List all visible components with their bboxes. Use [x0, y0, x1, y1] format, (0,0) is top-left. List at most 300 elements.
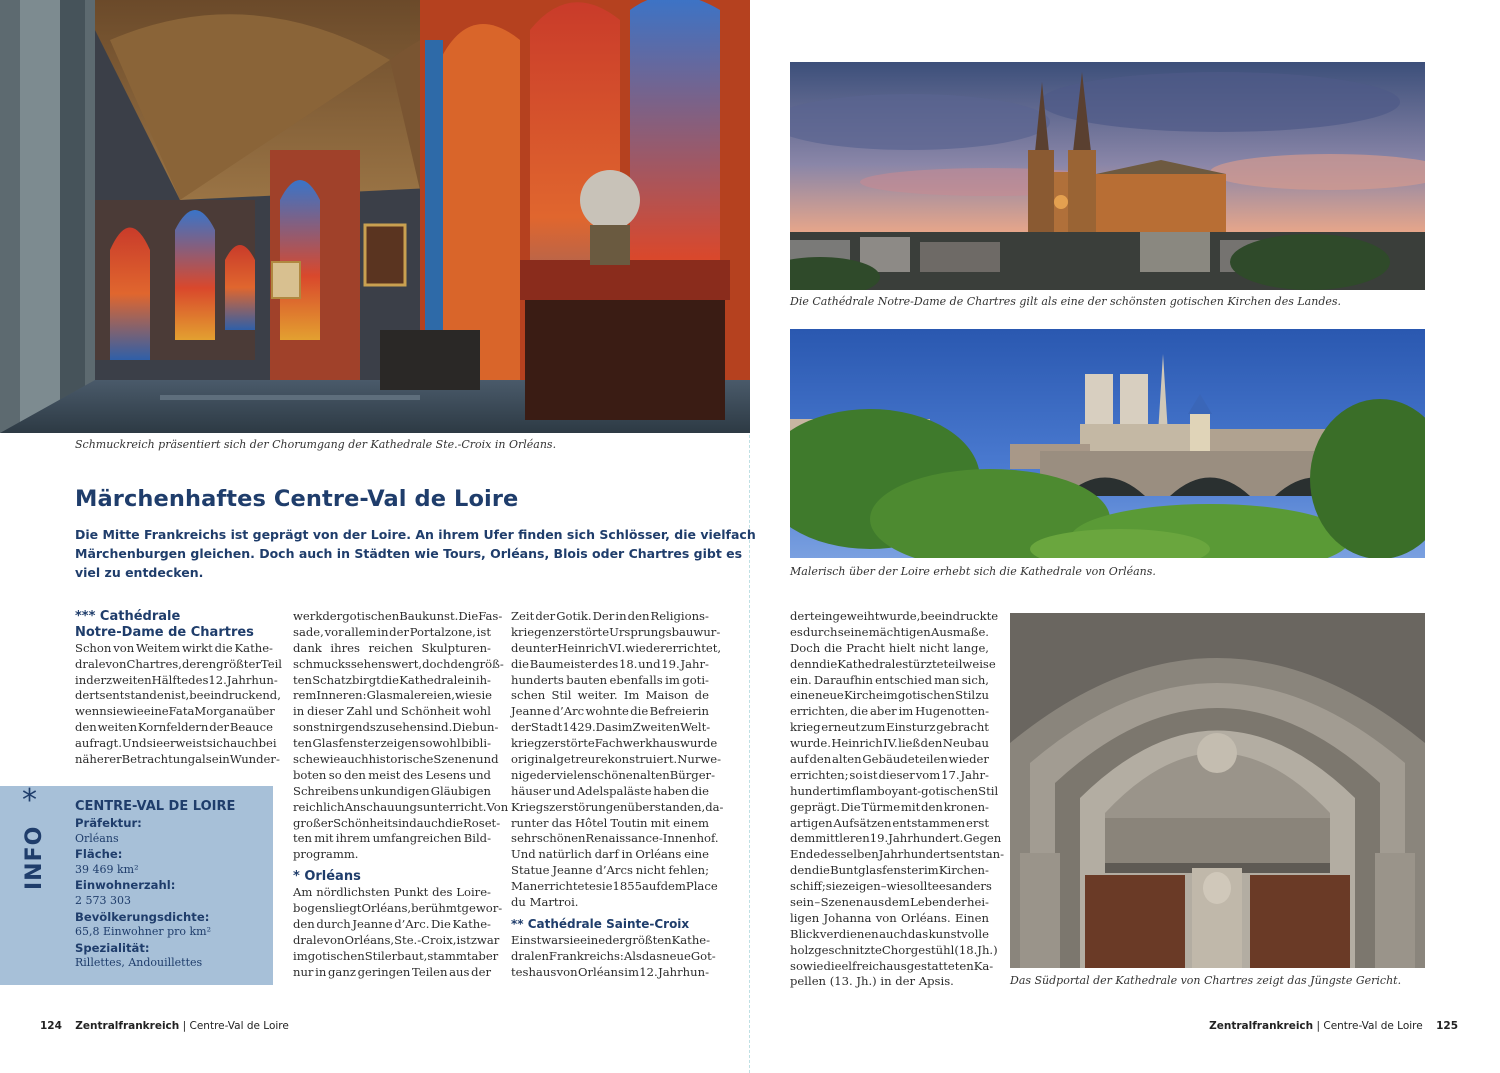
- text-word: von: [875, 910, 897, 925]
- text-word: Einen: [954, 910, 989, 925]
- text-word: Ste.-Croix,: [394, 932, 457, 947]
- text-column-4: [790, 609, 1005, 990]
- text-word: weiter.: [577, 688, 618, 703]
- text-line: [293, 656, 504, 673]
- text-word: originalgetreu: [511, 752, 596, 767]
- text-line: [293, 932, 500, 949]
- text-word: dem: [660, 879, 686, 894]
- text-word: bogens: [293, 901, 336, 916]
- text-word: die: [819, 656, 838, 671]
- text-word: den: [920, 736, 943, 751]
- text-word: mit: [314, 831, 334, 846]
- text-word: Maison: [645, 688, 689, 703]
- text-word: aufragt.: [75, 736, 122, 751]
- text-word: den: [921, 799, 943, 814]
- text-word: größter: [216, 656, 261, 671]
- text-word: sie: [475, 688, 493, 703]
- text-line: [790, 704, 989, 720]
- text-word: es: [790, 624, 803, 639]
- text-word: den: [627, 609, 650, 623]
- text-word: fehlen;: [668, 863, 709, 878]
- heading-chartres-1: *** Cathédrale: [75, 609, 181, 624]
- text-word: zu: [975, 688, 989, 703]
- text-word: allem: [344, 624, 377, 639]
- text-word: (18.: [954, 942, 978, 957]
- text-word: Roset-: [463, 815, 501, 830]
- text-word: Pracht: [846, 640, 885, 655]
- text-word: von: [105, 656, 127, 671]
- footer-right: [1209, 1020, 1458, 1032]
- text-line: [790, 656, 996, 673]
- text-line: [790, 847, 1005, 863]
- text-word: in: [293, 704, 305, 719]
- text-word: einem: [673, 815, 709, 830]
- text-word: Der: [592, 609, 615, 623]
- text-word: entstan-: [956, 847, 1005, 862]
- text-word: sie: [595, 879, 613, 894]
- footer-region-left: Centre-Val de Loire: [189, 1020, 289, 1032]
- text-line: [790, 927, 989, 943]
- text-line: [75, 720, 273, 736]
- text-word: so: [849, 767, 863, 782]
- text-word: 17.: [941, 767, 960, 782]
- asterisk-icon: *: [22, 783, 37, 818]
- text-word: doch: [422, 656, 451, 671]
- text-line: [511, 767, 716, 784]
- text-line: [511, 673, 709, 689]
- text-word: auch: [340, 752, 369, 767]
- text-word: der: [605, 932, 625, 947]
- text-word: sein: [790, 895, 814, 910]
- text-word: den: [75, 720, 97, 735]
- text-word: Orléans: [577, 964, 624, 979]
- text-word: erst: [965, 815, 989, 830]
- info-label: Einwohnerzahl:: [75, 878, 176, 893]
- text-word: Orléans,: [344, 932, 395, 947]
- text-word: bauten: [566, 672, 608, 687]
- text-word: den: [344, 767, 366, 782]
- text-word: Portalzone,: [409, 624, 476, 639]
- text-word: Bürger-: [669, 767, 716, 782]
- text-word: Welt-: [680, 720, 711, 735]
- text-line: [293, 901, 503, 917]
- text-word: vor: [324, 624, 344, 639]
- text-word: Neubau: [942, 736, 989, 751]
- text-word: auf: [790, 752, 809, 767]
- text-word: im: [665, 672, 680, 687]
- text-line: [75, 641, 273, 657]
- text-word: meist: [368, 767, 401, 782]
- text-word: über: [247, 704, 275, 719]
- text-word: VI.: [608, 640, 626, 655]
- text-word: IV.: [883, 736, 898, 751]
- text-word: dem: [790, 831, 816, 846]
- text-word: ist,: [171, 688, 190, 703]
- text-word: Von: [486, 799, 509, 814]
- text-word: 18.: [618, 656, 638, 671]
- text-word: aber: [471, 948, 499, 963]
- text-word: Lesens: [425, 767, 467, 782]
- text-word: de: [694, 688, 709, 703]
- text-line: [293, 831, 491, 847]
- photo-orleans-cathedral: [790, 329, 1425, 558]
- text-word: Schatz: [312, 672, 352, 687]
- text-word: die: [811, 863, 830, 878]
- text-word: da-: [705, 799, 724, 814]
- text-word: Aufsätzen: [833, 815, 892, 830]
- info-body: [75, 799, 265, 972]
- text-word: dralen: [511, 948, 549, 963]
- text-word: erweist: [163, 736, 207, 751]
- text-word: des: [188, 672, 209, 687]
- text-word: nirgends: [324, 720, 376, 735]
- text-word: zerstörte: [555, 624, 610, 639]
- text-word: Got-: [690, 948, 716, 963]
- text-line: [511, 816, 709, 832]
- text-word: Hugenotten-: [915, 704, 989, 719]
- text-word: derts: [75, 688, 106, 703]
- text-word: ist: [863, 767, 878, 782]
- text-word: und: [375, 704, 398, 719]
- text-word: im: [923, 863, 939, 878]
- text-word: geprägt.: [790, 799, 840, 814]
- caption-orleans: Malerisch über der Loire erhebt sich die Kathedrale von Orléans.: [790, 565, 1156, 578]
- text-word: sonst: [293, 720, 325, 735]
- text-word: Schönheit: [333, 815, 393, 830]
- text-word: der: [322, 609, 343, 623]
- text-word: aber: [869, 704, 897, 719]
- text-line: [790, 895, 989, 911]
- text-word: Gotik.: [556, 609, 592, 623]
- text-word: die: [445, 815, 464, 830]
- text-word: teshaus: [511, 964, 557, 979]
- text-word: man: [934, 672, 960, 687]
- text-word: in: [615, 609, 627, 623]
- text-word: Kirchen-: [938, 863, 989, 878]
- text-line: [790, 752, 989, 768]
- text-line: [293, 815, 501, 832]
- text-word: des: [597, 656, 619, 671]
- text-word: die: [511, 656, 529, 671]
- text-word: der: [389, 624, 409, 639]
- text-word: Ende: [790, 847, 821, 862]
- text-line: [293, 885, 491, 901]
- info-tab: [20, 783, 50, 900]
- text-word: runter: [511, 815, 549, 830]
- text-word: Baukunst.: [399, 609, 459, 623]
- text-word: zweiten: [106, 672, 152, 687]
- text-word: Fachwerkhaus: [594, 736, 681, 751]
- text-word: errichten;: [790, 767, 849, 782]
- text-line: [293, 917, 491, 933]
- text-word: seine: [837, 624, 869, 639]
- text-word: wie: [123, 704, 144, 719]
- text-word: sche: [293, 752, 320, 767]
- text-word: 1429.: [562, 720, 596, 735]
- text-word: erbaut,: [384, 948, 428, 963]
- text-word: holzgeschnitzte: [790, 942, 882, 957]
- text-word: erneut: [821, 720, 861, 735]
- text-word: Am: [293, 885, 313, 900]
- caption-chartres: Die Cathédrale Notre-Dame de Chartres gilt als eine der schönsten gotischen Kirchen des Landes.: [790, 295, 1342, 308]
- text-word: bei: [258, 736, 277, 751]
- text-word: sind: [392, 815, 417, 830]
- text-word: denn: [790, 656, 820, 671]
- text-line: [293, 641, 491, 657]
- text-word: der: [511, 720, 531, 735]
- text-word: Anschauungsunterricht.: [344, 799, 487, 814]
- text-word: Teil: [260, 656, 282, 671]
- text-word: unkundigen: [359, 783, 430, 798]
- text-word: 12.: [208, 672, 227, 687]
- text-line: [511, 657, 709, 673]
- text-word: eine: [684, 847, 709, 862]
- text-line: [75, 688, 281, 704]
- text-line: [293, 688, 491, 704]
- text-line: [790, 816, 989, 832]
- text-word: ganz: [328, 964, 356, 979]
- text-word: Gebäudeteilen: [862, 752, 948, 767]
- text-word: ausgestatteten: [886, 958, 974, 973]
- info-value: 65,8 Einwohner pro km²: [75, 925, 212, 939]
- text-word: schönen: [591, 767, 641, 782]
- text-word: Jh.): [977, 942, 998, 957]
- text-word: Einst: [511, 932, 542, 947]
- text-word: Morgana: [194, 704, 248, 719]
- text-word: des: [402, 767, 424, 782]
- text-word: größ-: [472, 656, 504, 671]
- text-word: ist: [476, 624, 491, 639]
- text-word: nördlichsten: [316, 885, 390, 900]
- text-word: errichtete: [537, 879, 596, 894]
- text-line: [75, 752, 280, 768]
- text-word: beeindruckend,: [189, 688, 281, 703]
- text-word: das: [907, 926, 929, 941]
- text-word: zum: [860, 720, 886, 735]
- text-word: mächtigen: [868, 624, 931, 639]
- info-value: Orléans: [75, 831, 119, 845]
- text-word: kronen-: [943, 799, 989, 814]
- footer-section-right: Zentralfrankreich: [1209, 1020, 1314, 1032]
- text-word: sich: [206, 736, 231, 751]
- text-word: die: [381, 672, 400, 687]
- text-word: Die: [840, 799, 861, 814]
- text-word: sehenswert,: [350, 656, 423, 671]
- text-word: Teilen: [412, 964, 448, 979]
- text-line: [511, 720, 709, 736]
- text-word: Doch: [790, 640, 821, 655]
- text-word: ein.: [790, 672, 812, 687]
- text-line: [293, 752, 499, 768]
- text-line: [293, 799, 509, 816]
- text-word: durch: [803, 624, 838, 639]
- text-word: im: [898, 704, 914, 719]
- text-word: Man: [511, 879, 538, 894]
- text-word: wenn: [75, 704, 107, 719]
- text-word: Zahl: [346, 704, 373, 719]
- footer-left: [40, 1020, 289, 1032]
- text-word: Statue: [511, 863, 550, 878]
- text-word: Kriegszerstörungen: [511, 799, 628, 814]
- text-word: verdienen: [819, 926, 879, 941]
- text-word: im: [882, 688, 898, 703]
- text-line: [511, 831, 719, 847]
- text-word: mit: [650, 815, 670, 830]
- text-word: liegt: [335, 901, 362, 916]
- text-word: die: [690, 783, 709, 798]
- text-word: aus: [449, 964, 470, 979]
- text-line: [293, 673, 491, 689]
- text-line: [293, 784, 491, 800]
- text-word: Kathedrale: [837, 656, 903, 671]
- text-line: [511, 752, 722, 768]
- text-word: wie: [886, 879, 908, 894]
- text-word: Gegen: [963, 831, 1002, 846]
- text-word: den: [790, 863, 812, 878]
- text-word: rem: [293, 688, 317, 703]
- text-word: überstanden,: [627, 799, 706, 814]
- text-word: sich,: [961, 672, 989, 687]
- text-word: haben: [653, 783, 690, 798]
- text-word: großer: [293, 815, 334, 830]
- text-line: du Martroi.: [511, 895, 579, 910]
- text-word: neue: [815, 688, 844, 703]
- text-word: errichten,: [790, 704, 849, 719]
- text-word: entstanden: [105, 688, 172, 703]
- text-word: entschied: [875, 672, 932, 687]
- text-word: Das: [595, 720, 618, 735]
- text-word: von: [113, 640, 135, 655]
- text-word: so: [328, 767, 342, 782]
- text-word: der: [946, 895, 967, 910]
- text-word: ten: [293, 736, 312, 751]
- text-word: in: [621, 847, 633, 862]
- text-line: [511, 609, 709, 625]
- heading-orleans: * Orléans: [293, 869, 361, 885]
- text-word: entstammen: [892, 815, 966, 830]
- text-word: birgt: [352, 672, 381, 687]
- text-word: nicht: [635, 863, 666, 878]
- text-word: ihres: [330, 640, 360, 655]
- text-word: im: [836, 783, 852, 798]
- text-word: nicht: [919, 640, 950, 655]
- text-word: den: [809, 752, 832, 767]
- text-word: stürzte: [902, 656, 944, 671]
- text-line: [511, 965, 709, 981]
- text-word: Heinrich: [557, 640, 609, 655]
- text-word: war: [541, 932, 564, 947]
- text-word: eine: [580, 932, 606, 947]
- text-word: werk: [293, 609, 323, 623]
- text-word: drale: [293, 932, 324, 947]
- text-word: eine: [790, 688, 815, 703]
- text-word: in: [464, 672, 476, 687]
- text-word: Im: [623, 688, 640, 703]
- text-word: darf: [594, 847, 619, 862]
- text-word: Schreibens: [293, 783, 359, 798]
- text-word: Jahrhundert.: [888, 831, 964, 846]
- text-line: [293, 965, 491, 981]
- photo-chartres-cathedral: [790, 62, 1425, 290]
- text-word: die: [823, 958, 842, 973]
- text-line: [790, 688, 989, 704]
- text-word: stammt: [427, 948, 472, 963]
- text-word: Zeit: [511, 609, 535, 623]
- text-word: deren: [181, 656, 217, 671]
- text-word: Kathe-: [234, 640, 273, 655]
- text-word: gotischen: [342, 609, 400, 623]
- text-word: beeindruckte: [920, 609, 999, 623]
- text-word: Betrachtung: [121, 752, 196, 767]
- text-word: krieg: [790, 720, 821, 735]
- text-word: weiten: [97, 720, 138, 735]
- text-line: [790, 831, 1002, 847]
- footer-region-right: Centre-Val de Loire: [1323, 1020, 1423, 1032]
- text-word: wurde: [680, 736, 718, 751]
- text-word: Szenen: [433, 752, 477, 767]
- text-word: und: [476, 752, 499, 767]
- text-word: gebracht: [936, 720, 989, 735]
- text-word: d’Arc: [552, 704, 585, 719]
- text-word: der: [536, 767, 557, 782]
- text-word: Stadt: [530, 720, 563, 735]
- text-word: sollte: [907, 879, 939, 894]
- text-word: zeigen: [380, 736, 419, 751]
- text-word: kriegen: [511, 624, 556, 639]
- text-word: dem: [884, 895, 910, 910]
- text-word: auf: [641, 879, 661, 894]
- text-word: ten: [293, 831, 312, 846]
- text-word: wie: [455, 688, 476, 703]
- page-number-right: 125: [1436, 1020, 1458, 1032]
- text-word: ihrem: [335, 831, 371, 846]
- lead-line-1: Die Mitte Frankreichs ist geprägt von der Loire. An ihrem Ufer finden sich Schlösser, die vielfach: [75, 527, 756, 542]
- text-word: im: [293, 948, 308, 963]
- text-word: hundert: [790, 783, 837, 798]
- text-word: wiedererrichtet,: [625, 640, 722, 655]
- photo-cathedral-interior: [0, 0, 750, 433]
- text-line: [293, 704, 491, 720]
- info-value: 39 469 km²: [75, 862, 139, 876]
- text-word: –: [814, 895, 821, 910]
- text-word: von: [556, 964, 578, 979]
- text-word: Beauce: [229, 720, 273, 735]
- text-word: Und: [511, 847, 536, 862]
- text-word: die: [824, 640, 843, 655]
- text-word: dieser: [878, 767, 915, 782]
- text-word: Und: [121, 736, 147, 751]
- text-word: auch: [879, 926, 908, 941]
- text-word: Frankreichs:: [548, 948, 624, 963]
- heading-sainte-croix: ** Cathédrale Sainte-Croix: [511, 916, 690, 931]
- text-word: Glasfenster: [312, 736, 381, 751]
- text-word: Hôtel: [575, 815, 608, 830]
- text-line: [790, 942, 998, 959]
- text-word: Loire-: [456, 885, 491, 900]
- text-word: eine: [143, 704, 169, 719]
- text-line: [293, 948, 499, 965]
- text-line: [790, 768, 989, 784]
- text-word: 1855: [612, 879, 642, 894]
- info-value: Rillettes, Andouillettes: [75, 956, 203, 970]
- text-word: Religions-: [650, 609, 709, 623]
- text-word: alten: [831, 752, 862, 767]
- text-line: [511, 879, 718, 895]
- text-word: bibli-: [461, 736, 491, 751]
- text-word: natürlich: [538, 847, 592, 862]
- text-word: Zweiten: [632, 720, 681, 735]
- text-word: Bild-: [463, 831, 491, 846]
